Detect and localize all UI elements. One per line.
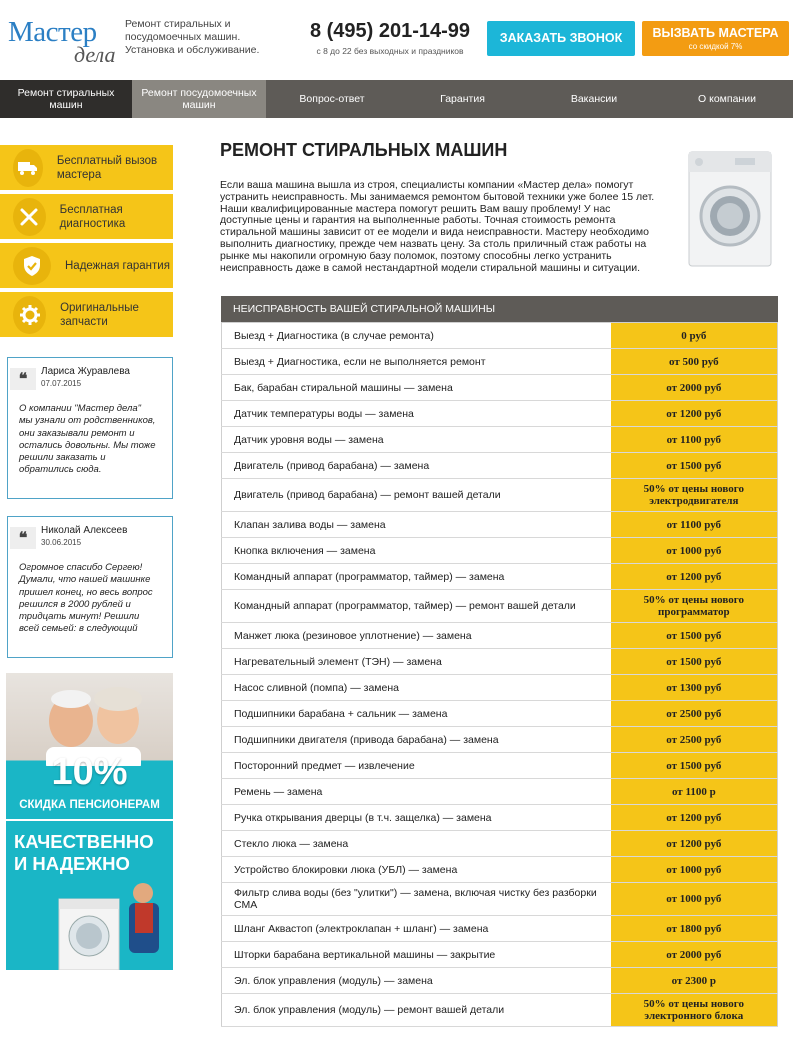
call-master-discount: со скидкой 7% — [688, 42, 743, 51]
nav-item-dishwasher-repair[interactable]: Ремонт посудомоечных машин — [132, 80, 266, 118]
feature-label: Бесплатная диагностика — [59, 203, 126, 230]
service-price: от 1500 руб — [611, 753, 778, 779]
feature-free-diagnostics — [0, 194, 173, 239]
page-title: РЕМОНТ СТИРАЛЬНЫХ МАШИН — [220, 140, 508, 160]
service-price: от 1200 руб — [611, 564, 778, 590]
nav-item-faq[interactable]: Вопрос-ответ — [299, 93, 365, 105]
quote-icon: ❝ — [10, 527, 36, 549]
review-date: 07.07.2015 — [41, 379, 82, 388]
logo-main-text: Мастер — [8, 16, 97, 48]
intro-text: Если ваша машина вышла из строя, специалисты компании «Мастер дела» помогут устранить неисправность. Мы занимаемся ремонтом бытовой техники уже более 15 лет. Наши квалифицированные мастера помогут решить Вам вашу проблему! У нас доступные цены и гарантия на выполненные работы. Точная стоимость ремонта стиральной машины зависит от ее модели и вида неисправности. Мастеру необходимо выполнить диагностику, прежде чем назвать цену. За столь приличный стаж работы на рынке мы накопили огромную базу поломок, поэтому способны легко устранить неисправность даже в самой нестандартной модели стиральной машины и ситуации. — [220, 179, 655, 274]
service-price: от 1100 руб — [611, 512, 778, 538]
service-price: 0 руб — [611, 323, 778, 349]
table-row — [222, 675, 778, 701]
service-name: Двигатель (привод барабана) — замена — [222, 453, 611, 479]
table-row — [222, 401, 778, 427]
service-name: Эл. блок управления (модуль) — ремонт вашей детали — [222, 994, 611, 1027]
table-row — [222, 701, 778, 727]
quality-line-2: И НАДЕЖНО — [14, 853, 130, 874]
discount-percent: 10% — [51, 751, 128, 793]
review-date: 30.06.2015 — [41, 538, 82, 547]
table-row — [222, 323, 778, 349]
service-price: от 1800 руб — [611, 916, 778, 942]
table-row — [222, 538, 778, 564]
service-price: от 2500 руб — [611, 727, 778, 753]
quality-line-1: КАЧЕСТВЕННО — [14, 831, 154, 852]
table-row — [222, 375, 778, 401]
service-name: Фильтр слива воды (без "улитки") — замена, включая чистку без разборки СМА — [222, 883, 611, 916]
feature-label: Оригинальные запчасти — [60, 301, 139, 328]
table-row — [222, 805, 778, 831]
service-price: от 1100 руб — [611, 427, 778, 453]
feature-label: Бесплатный вызов мастера — [56, 154, 158, 181]
service-price: от 1200 руб — [611, 805, 778, 831]
service-name: Подшипники барабана + сальник — замена — [222, 701, 611, 727]
service-name: Выезд + Диагностика (в случае ремонта) — [222, 323, 611, 349]
nav-item-vacancies[interactable]: Вакансии — [570, 93, 618, 105]
service-price: от 1000 руб — [611, 857, 778, 883]
shield-check-icon — [13, 247, 51, 285]
service-name: Бак, барабан стиральной машины — замена — [222, 375, 611, 401]
table-row — [222, 916, 778, 942]
review-author: Лариса Журавлева — [41, 366, 130, 377]
review-card — [7, 516, 173, 658]
logo[interactable] — [8, 14, 120, 67]
table-row — [222, 883, 778, 916]
service-name: Манжет люка (резиновое уплотнение) — замена — [222, 623, 611, 649]
review-text: О компании "Мастер дела" мы узнали от родственников, они заказывали ремонт и остались довольны. Мы тоже решили заказать и обратились сюда. — [19, 403, 156, 476]
table-row — [222, 942, 778, 968]
service-name: Стекло люка — замена — [222, 831, 611, 857]
table-row — [222, 779, 778, 805]
table-row — [222, 857, 778, 883]
service-price: от 1000 руб — [611, 538, 778, 564]
service-name: Выезд + Диагностика, если не выполняется ремонт — [222, 349, 611, 375]
tools-icon — [13, 198, 46, 236]
discount-caption: СКИДКА ПЕНСИОНЕРАМ — [19, 799, 160, 811]
feature-free-visit — [0, 145, 173, 190]
phone-number[interactable]: 8 (495) 201-14-99 — [309, 20, 471, 42]
pensioner-discount-banner[interactable] — [6, 673, 173, 819]
logo-sub-text: дела — [74, 42, 116, 67]
service-price: 50% от цены нового электронного блока — [611, 994, 778, 1027]
table-row — [222, 564, 778, 590]
service-name: Командный аппарат (программатор, таймер) — ремонт вашей детали — [222, 590, 611, 623]
service-name: Кнопка включения — замена — [222, 538, 611, 564]
quote-icon: ❝ — [10, 368, 36, 390]
service-name: Датчик температуры воды — замена — [222, 401, 611, 427]
washing-machine-image — [685, 150, 775, 268]
table-row — [222, 427, 778, 453]
service-name: Нагревательный элемент (ТЭН) — замена — [222, 649, 611, 675]
call-master-label: ВЫЗВАТЬ МАСТЕРА — [652, 26, 779, 40]
service-name: Шланг Аквастоп (электроклапан + шланг) — замена — [222, 916, 611, 942]
service-price: от 2300 р — [611, 968, 778, 994]
table-row — [222, 994, 778, 1027]
truck-icon — [13, 149, 43, 187]
nav-item-about[interactable]: О компании — [698, 93, 756, 105]
service-price: от 1000 руб — [611, 883, 778, 916]
service-price: от 2500 руб — [611, 701, 778, 727]
service-name: Ремень — замена — [222, 779, 611, 805]
service-price: от 500 руб — [611, 349, 778, 375]
service-price: от 2000 руб — [611, 942, 778, 968]
price-table-header: НЕИСПРАВНОСТЬ ВАШЕЙ СТИРАЛЬНОЙ МАШИНЫ — [221, 296, 778, 322]
service-price: от 2000 руб — [611, 375, 778, 401]
call-master-button[interactable] — [642, 21, 789, 56]
table-row — [222, 831, 778, 857]
table-row — [222, 590, 778, 623]
table-row — [222, 753, 778, 779]
service-price: от 1500 руб — [611, 623, 778, 649]
gear-icon — [13, 296, 46, 334]
table-row — [222, 649, 778, 675]
service-name: Подшипники двигателя (привода барабана) — замена — [222, 727, 611, 753]
service-name: Ручка открывания дверцы (в т.ч. защелка) — замена — [222, 805, 611, 831]
table-row — [222, 968, 778, 994]
feature-label: Надежная гарантия — [65, 259, 170, 272]
service-name: Командный аппарат (программатор, таймер) — замена — [222, 564, 611, 590]
site-header — [0, 0, 793, 80]
feature-warranty — [0, 243, 173, 288]
service-price: от 1200 руб — [611, 401, 778, 427]
table-row — [222, 727, 778, 753]
tagline: Ремонт стиральных и посудомоечных машин. Установка и обслуживание. — [125, 18, 260, 56]
service-price: от 1300 руб — [611, 675, 778, 701]
service-price: 50% от цены нового электродвигателя — [611, 479, 778, 512]
table-row — [222, 623, 778, 649]
review-text: Огромное спасибо Сергею! Думали, что нашей машинке пришел конец, но весь вопрос решился в 2000 рублей и тридцать минут! Решили всей семьей: в следующий — [19, 562, 153, 635]
nav-item-washing-repair[interactable]: Ремонт стиральных машин — [0, 80, 132, 118]
service-name: Двигатель (привод барабана) — ремонт вашей детали — [222, 479, 611, 512]
table-row — [222, 349, 778, 375]
order-call-button[interactable]: ЗАКАЗАТЬ ЗВОНОК — [487, 21, 635, 56]
feature-original-parts — [0, 292, 173, 337]
repairman-washer-image — [51, 881, 171, 970]
review-author: Николай Алексеев — [41, 525, 128, 536]
service-price: от 1200 руб — [611, 831, 778, 857]
work-hours: с 8 до 22 без выходных и праздников — [316, 46, 464, 56]
service-name: Посторонний предмет — извлечение — [222, 753, 611, 779]
nav-item-warranty[interactable]: Гарантия — [440, 93, 485, 105]
price-table — [221, 322, 778, 1027]
table-row — [222, 512, 778, 538]
service-price: от 1500 руб — [611, 453, 778, 479]
service-price: 50% от цены нового программатор — [611, 590, 778, 623]
service-name: Насос сливной (помпа) — замена — [222, 675, 611, 701]
service-name: Датчик уровня воды — замена — [222, 427, 611, 453]
service-name: Устройство блокировки люка (УБЛ) — замена — [222, 857, 611, 883]
phone-block — [300, 20, 480, 56]
service-name: Эл. блок управления (модуль) — замена — [222, 968, 611, 994]
main-nav — [0, 80, 793, 118]
service-name: Шторки барабана вертикальной машины — закрытие — [222, 942, 611, 968]
service-price: от 1100 р — [611, 779, 778, 805]
service-name: Клапан залива воды — замена — [222, 512, 611, 538]
table-row — [222, 479, 778, 512]
review-card — [7, 357, 173, 499]
quality-banner[interactable] — [6, 821, 173, 970]
table-row — [222, 453, 778, 479]
quality-text — [14, 831, 154, 875]
service-price: от 1500 руб — [611, 649, 778, 675]
